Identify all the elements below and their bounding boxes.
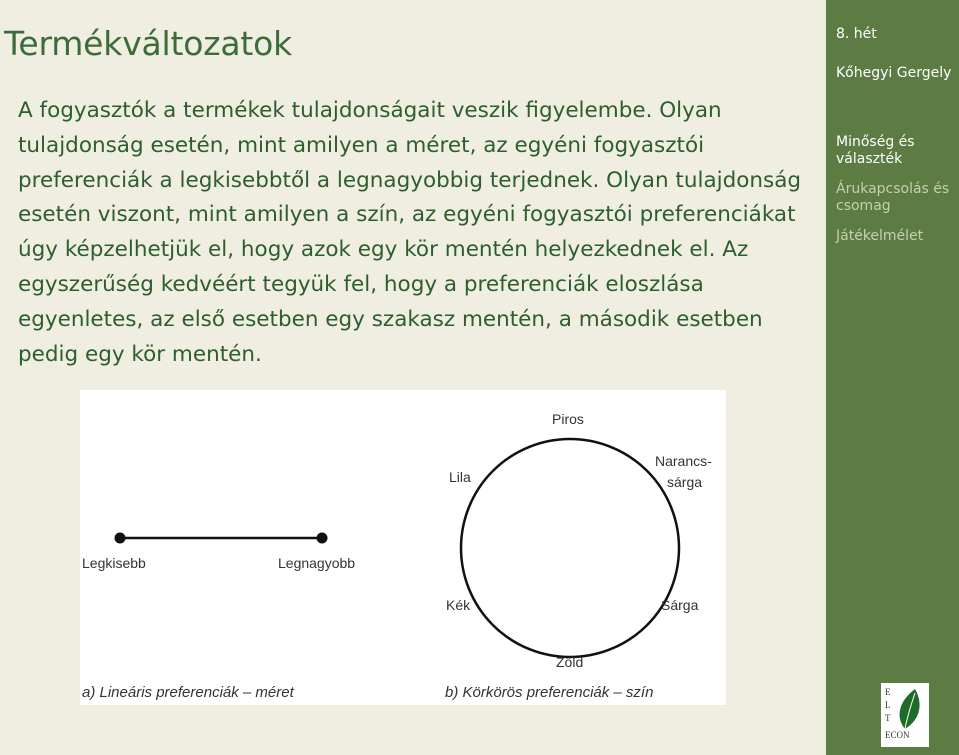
preference-figure: [80, 390, 726, 705]
sidebar-item-arukapcsolas[interactable]: Árukapcsolás és csomag: [836, 181, 950, 214]
leaf-icon: [881, 683, 929, 747]
sidebar-week[interactable]: 8. hét: [836, 26, 877, 42]
linear-right-endpoint: [317, 533, 328, 544]
sidebar-item-jatekelmelet[interactable]: Játékelmélet: [836, 228, 924, 244]
color-circle: [461, 439, 679, 657]
circle-label-narancs: Narancs-: [655, 453, 712, 469]
slide-title: Termékváltozatok: [4, 24, 293, 63]
circular-caption: b) Körkörös preferenciák – szín: [445, 684, 654, 701]
logo-letter-t: T: [885, 713, 891, 723]
logo-econ: ECON: [885, 730, 910, 740]
circle-label-piros: Piros: [552, 411, 584, 427]
circle-label-lila: Lila: [449, 469, 471, 485]
circle-label-kek: Kék: [446, 597, 471, 613]
linear-right-label: Legnagyobb: [278, 555, 356, 571]
sidebar-item-minoseg[interactable]: Minőség és választék: [836, 134, 915, 167]
circle-label-zold: Zöld: [556, 654, 584, 670]
elte-econ-logo: [881, 683, 929, 747]
linear-left-label: Legkisebb: [82, 555, 146, 571]
linear-left-endpoint: [115, 533, 126, 544]
circle-label-sarga-1: sárga: [667, 474, 703, 490]
logo-letter-e: E: [885, 687, 891, 697]
figure-svg: [80, 390, 726, 705]
sidebar-author[interactable]: Kőhegyi Gergely: [836, 65, 952, 81]
logo-letter-l: L: [885, 700, 891, 710]
circle-label-sarga: Sárga: [661, 597, 699, 613]
sidebar: [826, 0, 959, 755]
slide-paragraph: A fogyasztók a termékek tulajdonságait veszik figyelembe. Olyan tulajdonság esetén, mint amilyen a méret, az egyéni fogyasztói preferenciák a legkisebbtől a legnagyobbig terjednek. Olyan tulajdonság esetén viszont, mint amilyen a szín, az egyéni fogyasztói preferenciákat úgy képzelhetjük el, hogy azok egy kör mentén helyezkednek el. Az egyszerűség kedvéért tegyük fel, hogy a preferenciák eloszlása egyenletes, az első esetben egy szakasz mentén, a második esetben pedig egy kör mentén.: [18, 98, 802, 367]
linear-caption: a) Lineáris preferenciák – méret: [82, 684, 294, 701]
